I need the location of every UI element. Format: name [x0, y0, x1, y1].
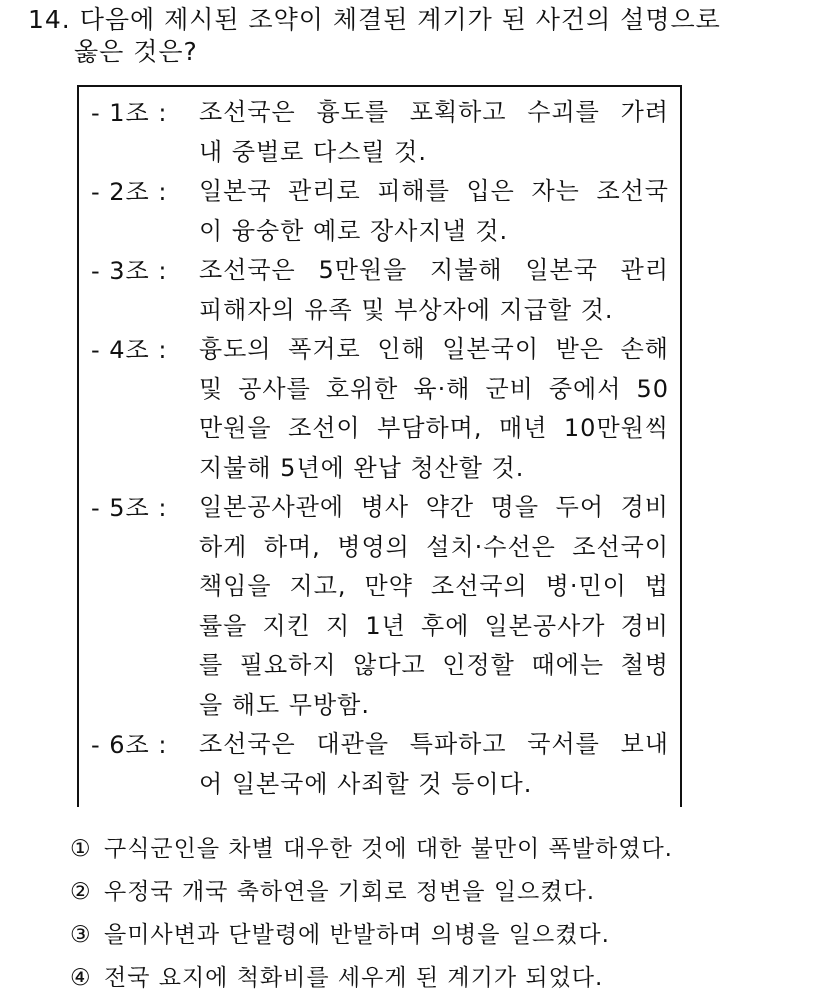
answer-options — [70, 828, 810, 1000]
article-line: 을 해도 무방함. — [199, 690, 370, 719]
article-text — [199, 330, 669, 488]
article-text — [199, 488, 669, 725]
article-line: 피해자의 유족 및 부상자에 지급할 것. — [199, 295, 614, 324]
article-text — [199, 251, 669, 330]
article-number: - 2조 : — [91, 178, 168, 206]
article-line: 흉도의 폭거로 인해 일본국이 받은 손해 — [199, 335, 669, 363]
option-text: 을미사변과 단발령에 반발하며 의병을 일으켰다. — [104, 922, 610, 948]
article-number: - 6조 : — [91, 731, 168, 759]
article-line: 및 공사를 호위한 육·해 군비 중에서 50 — [199, 374, 669, 403]
article-line: 하게 하며, 병영의 설치·수선은 조선국이 — [199, 532, 669, 561]
article-line: 를 필요하지 않다고 인정할 때에는 철병 — [199, 651, 669, 679]
question-line-1: 14. 다음에 제시된 조약이 체결된 계기가 된 사건의 설명으로 — [28, 5, 721, 34]
option-text: 구식군인을 차별 대우한 것에 대한 불만이 폭발하였다. — [104, 836, 673, 862]
option-marker: ③ — [70, 922, 92, 948]
article-text — [199, 725, 669, 804]
article-text — [199, 93, 669, 172]
article-line: 일본공사관에 병사 약간 명을 두어 경비 — [199, 493, 669, 521]
treaty-excerpt-box — [77, 85, 682, 807]
article-line: 조선국은 대관을 특파하고 국서를 보내 — [199, 730, 669, 758]
article-line: 어 일본국에 사죄할 것 등이다. — [199, 769, 533, 798]
article-line: 이 융숭한 예로 장사지낼 것. — [199, 216, 509, 245]
option-marker: ② — [70, 879, 92, 905]
question-line-2: 옳은 것은? — [74, 37, 198, 66]
article-number: - 1조 : — [91, 99, 168, 127]
article-line: 조선국은 5만원을 지불해 일본국 관리 — [199, 256, 669, 284]
option-marker: ④ — [70, 965, 92, 991]
article-line: 조선국은 흉도를 포획하고 수괴를 가려 — [199, 98, 669, 126]
option-2[interactable] — [70, 871, 810, 914]
article-number: - 3조 : — [91, 257, 168, 285]
article-line: 만원을 조선이 부담하며, 매년 10만원씩 — [199, 414, 669, 442]
option-4[interactable] — [70, 957, 810, 1000]
option-1[interactable] — [70, 828, 810, 871]
article-number: - 5조 : — [91, 494, 168, 522]
article-number: - 4조 : — [91, 336, 168, 364]
article-line: 지불해 5년에 완납 청산할 것. — [199, 453, 525, 482]
article-line: 책임을 지고, 만약 조선국의 병·민이 법 — [199, 572, 669, 600]
option-3[interactable] — [70, 914, 810, 957]
option-text: 우정국 개국 축하연을 기회로 정변을 일으켰다. — [104, 879, 596, 905]
option-text: 전국 요지에 척화비를 세우게 된 계기가 되었다. — [104, 965, 604, 991]
option-marker: ① — [70, 836, 92, 862]
article-line: 일본국 관리로 피해를 입은 자는 조선국 — [199, 177, 669, 205]
question-stem — [28, 4, 808, 68]
article-line: 률을 지킨 지 1년 후에 일본공사가 경비 — [199, 611, 669, 640]
article-line: 내 중벌로 다스릴 것. — [199, 137, 427, 166]
article-text — [199, 172, 669, 251]
